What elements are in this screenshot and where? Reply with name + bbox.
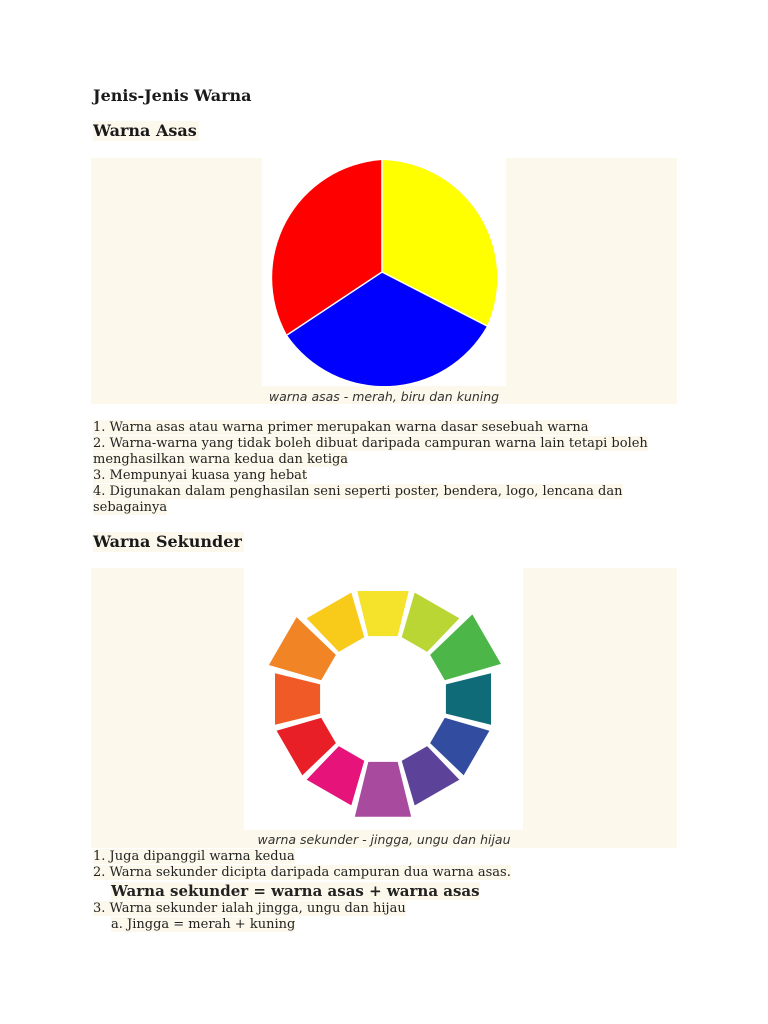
- list-item: 2. Warna sekunder dicipta daripada campuran dua warna asas.: [93, 865, 511, 880]
- primary-colors-caption: warna asas - merah, biru dan kuning: [268, 389, 500, 404]
- list-item: 3. Warna sekunder ialah jingga, ungu dan hijau: [93, 901, 406, 916]
- wheel-segment: [356, 590, 409, 637]
- secondary-color-wheel: [244, 568, 523, 830]
- list-item: 1. Juga dipanggil warna kedua: [93, 849, 295, 864]
- wheel-segment: [445, 672, 492, 725]
- primary-color-wheel: [262, 158, 506, 386]
- wheel-segment: [274, 672, 321, 725]
- list-item: a. Jingga = merah + kuning: [111, 917, 296, 932]
- primary-color-wheel-image: [262, 158, 506, 386]
- list-item: 3. Mempunyai kuasa yang hebat: [93, 468, 308, 483]
- section-heading-warna-sekunder: Warna Sekunder: [93, 532, 242, 551]
- list-item: 4. Digunakan dalam penghasilan seni seperti poster, bendera, logo, lencana dan: [93, 484, 623, 499]
- secondary-colors-caption: warna sekunder - jingga, ungu dan hijau: [257, 832, 511, 847]
- list-item: menghasilkan warna kedua dan ketiga: [93, 452, 349, 467]
- list-item: 1. Warna asas atau warna primer merupakan warna dasar sesebuah warna: [93, 420, 589, 435]
- secondary-colors-list: [93, 849, 693, 933]
- page-title: Jenis-Jenis Warna: [93, 86, 252, 105]
- secondary-color-wheel-image: [244, 568, 523, 830]
- wheel-center: [321, 637, 445, 761]
- formula-text: Warna sekunder = warna asas + warna asas: [111, 882, 480, 900]
- list-item: 2. Warna-warna yang tidak boleh dibuat daripada campuran warna lain tetapi boleh: [93, 436, 648, 451]
- primary-colors-list: [93, 420, 693, 516]
- section-heading-warna-asas: Warna Asas: [93, 121, 197, 140]
- list-item: sebagainya: [93, 500, 168, 515]
